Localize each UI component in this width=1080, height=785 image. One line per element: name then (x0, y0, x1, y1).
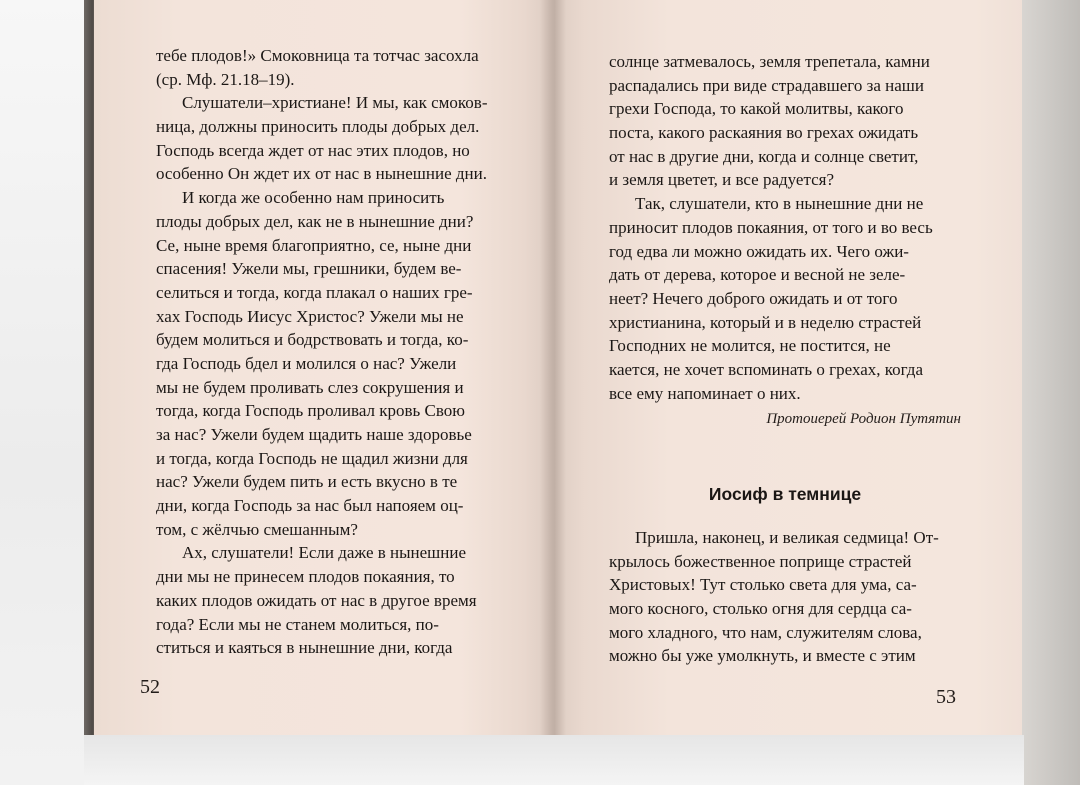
text-line: (ср. Мф. 21.18–19). (156, 69, 295, 89)
text-line: поста, какого раскаяния во грехах ожидать (609, 123, 919, 143)
text-line: за нас? Ужели будем щадить наше здоровье (156, 425, 472, 444)
text-line: Ах, слушатели! Если даже в нынешние (182, 543, 467, 563)
text-line: от нас в другие дни, когда и солнце светит, (609, 146, 919, 166)
text-line: христианина, который и в неделю страстей (609, 312, 922, 332)
text-line: ница, должны приносить плоды добрых дел. (156, 117, 480, 137)
left-page-text (156, 44, 502, 660)
text-line: каких плодов ожидать от нас в другое время (156, 590, 477, 610)
page-number-left: 52 (140, 676, 160, 698)
right-page-text (609, 50, 961, 405)
text-line: спасения! Ужели мы, грешники, будем ве- (156, 259, 462, 279)
text-line: все ему напоминает о них. (609, 383, 801, 403)
text-line: дни, когда Господь за нас был напояем оц- (156, 496, 464, 516)
text-line: дать от дерева, которое и весной не зеле- (609, 265, 906, 285)
text-line: неет? Нечего доброго ожидать и от того (609, 288, 898, 308)
text-line: плоды добрых дел, как не в нынешние дни? (156, 211, 474, 231)
text-line: солнце затмевалось, земля трепетала, камни (609, 52, 930, 71)
text-line: том, с жёлчью смешанным? (156, 519, 358, 539)
text-line: приносит плодов покаяния, от того и во весь (609, 217, 933, 237)
text-line: мы не будем проливать слез сокрушения и (156, 377, 464, 397)
text-line: Слушатели–христиане! И мы, как смоков- (182, 93, 488, 113)
text-line: крылось божественное поприще страстей (609, 551, 912, 571)
text-line: хах Господь Иисус Христос? Ужели мы не (156, 306, 464, 326)
text-line: Так, слушатели, кто в нынешние дни не (635, 194, 924, 214)
text-line: Господних не молится, не постится, не (609, 336, 891, 356)
text-line: и земля цветет, и все радуется? (609, 170, 835, 190)
text-line: Христовых! Тут столько света для ума, са- (609, 575, 917, 595)
text-line: грехи Господа, то какой молитвы, какого (609, 99, 904, 119)
section-heading: Иосиф в темнице (708, 484, 862, 504)
text-line: тебе плодов!» Смоковница та тотчас засохла (156, 46, 479, 65)
text-line: будем молиться и бодрствовать и тогда, ко- (156, 330, 469, 350)
text-line: мого хладного, что нам, служителям слова, (609, 622, 922, 642)
author-signature: Протоиерей Родион Путятин (766, 411, 961, 427)
text-line: Пришла, наконец, и великая седмица! От- (635, 528, 939, 547)
text-line: нас? Ужели будем пить и есть вкусно в те (156, 472, 458, 492)
right-page-text-continued (609, 526, 961, 668)
bottom-margin (84, 735, 1024, 785)
text-line: Господь всегда ждет от нас этих плодов, но (156, 140, 470, 160)
text-line: год едва ли можно ожидать их. Чего ожи- (609, 241, 909, 261)
text-line: тогда, когда Господь проливал кровь Свою (156, 401, 465, 421)
page-number-right: 53 (936, 686, 956, 708)
scanner-background (1020, 0, 1080, 785)
text-line: можно бы уже умолкнуть, и вместе с этим (609, 646, 916, 666)
text-line: распадались при виде страдавшего за наши (609, 75, 924, 95)
text-line: ститься и каяться в нынешние дни, когда (156, 638, 453, 658)
book-gutter (540, 0, 566, 735)
text-line: И когда же особенно нам приносить (182, 188, 445, 208)
text-line: гда Господь бдел и молился о нас? Ужели (156, 353, 457, 373)
text-line: селиться и тогда, когда плакал о наших гре- (156, 282, 473, 302)
text-line: мого косного, столько огня для сердца са- (609, 599, 912, 619)
text-line: Се, ныне время благоприятно, се, ныне дни (156, 235, 472, 255)
text-line: кается, не хочет вспоминать о грехах, когда (609, 359, 923, 379)
text-line: особенно Он ждет их от нас в нынешние дни. (156, 164, 487, 184)
text-line: года? Если мы не станем молиться, по- (156, 614, 439, 634)
text-line: и тогда, когда Господь не щадил жизни для (156, 448, 468, 468)
text-line: дни мы не принесем плодов покаяния, то (156, 567, 455, 587)
